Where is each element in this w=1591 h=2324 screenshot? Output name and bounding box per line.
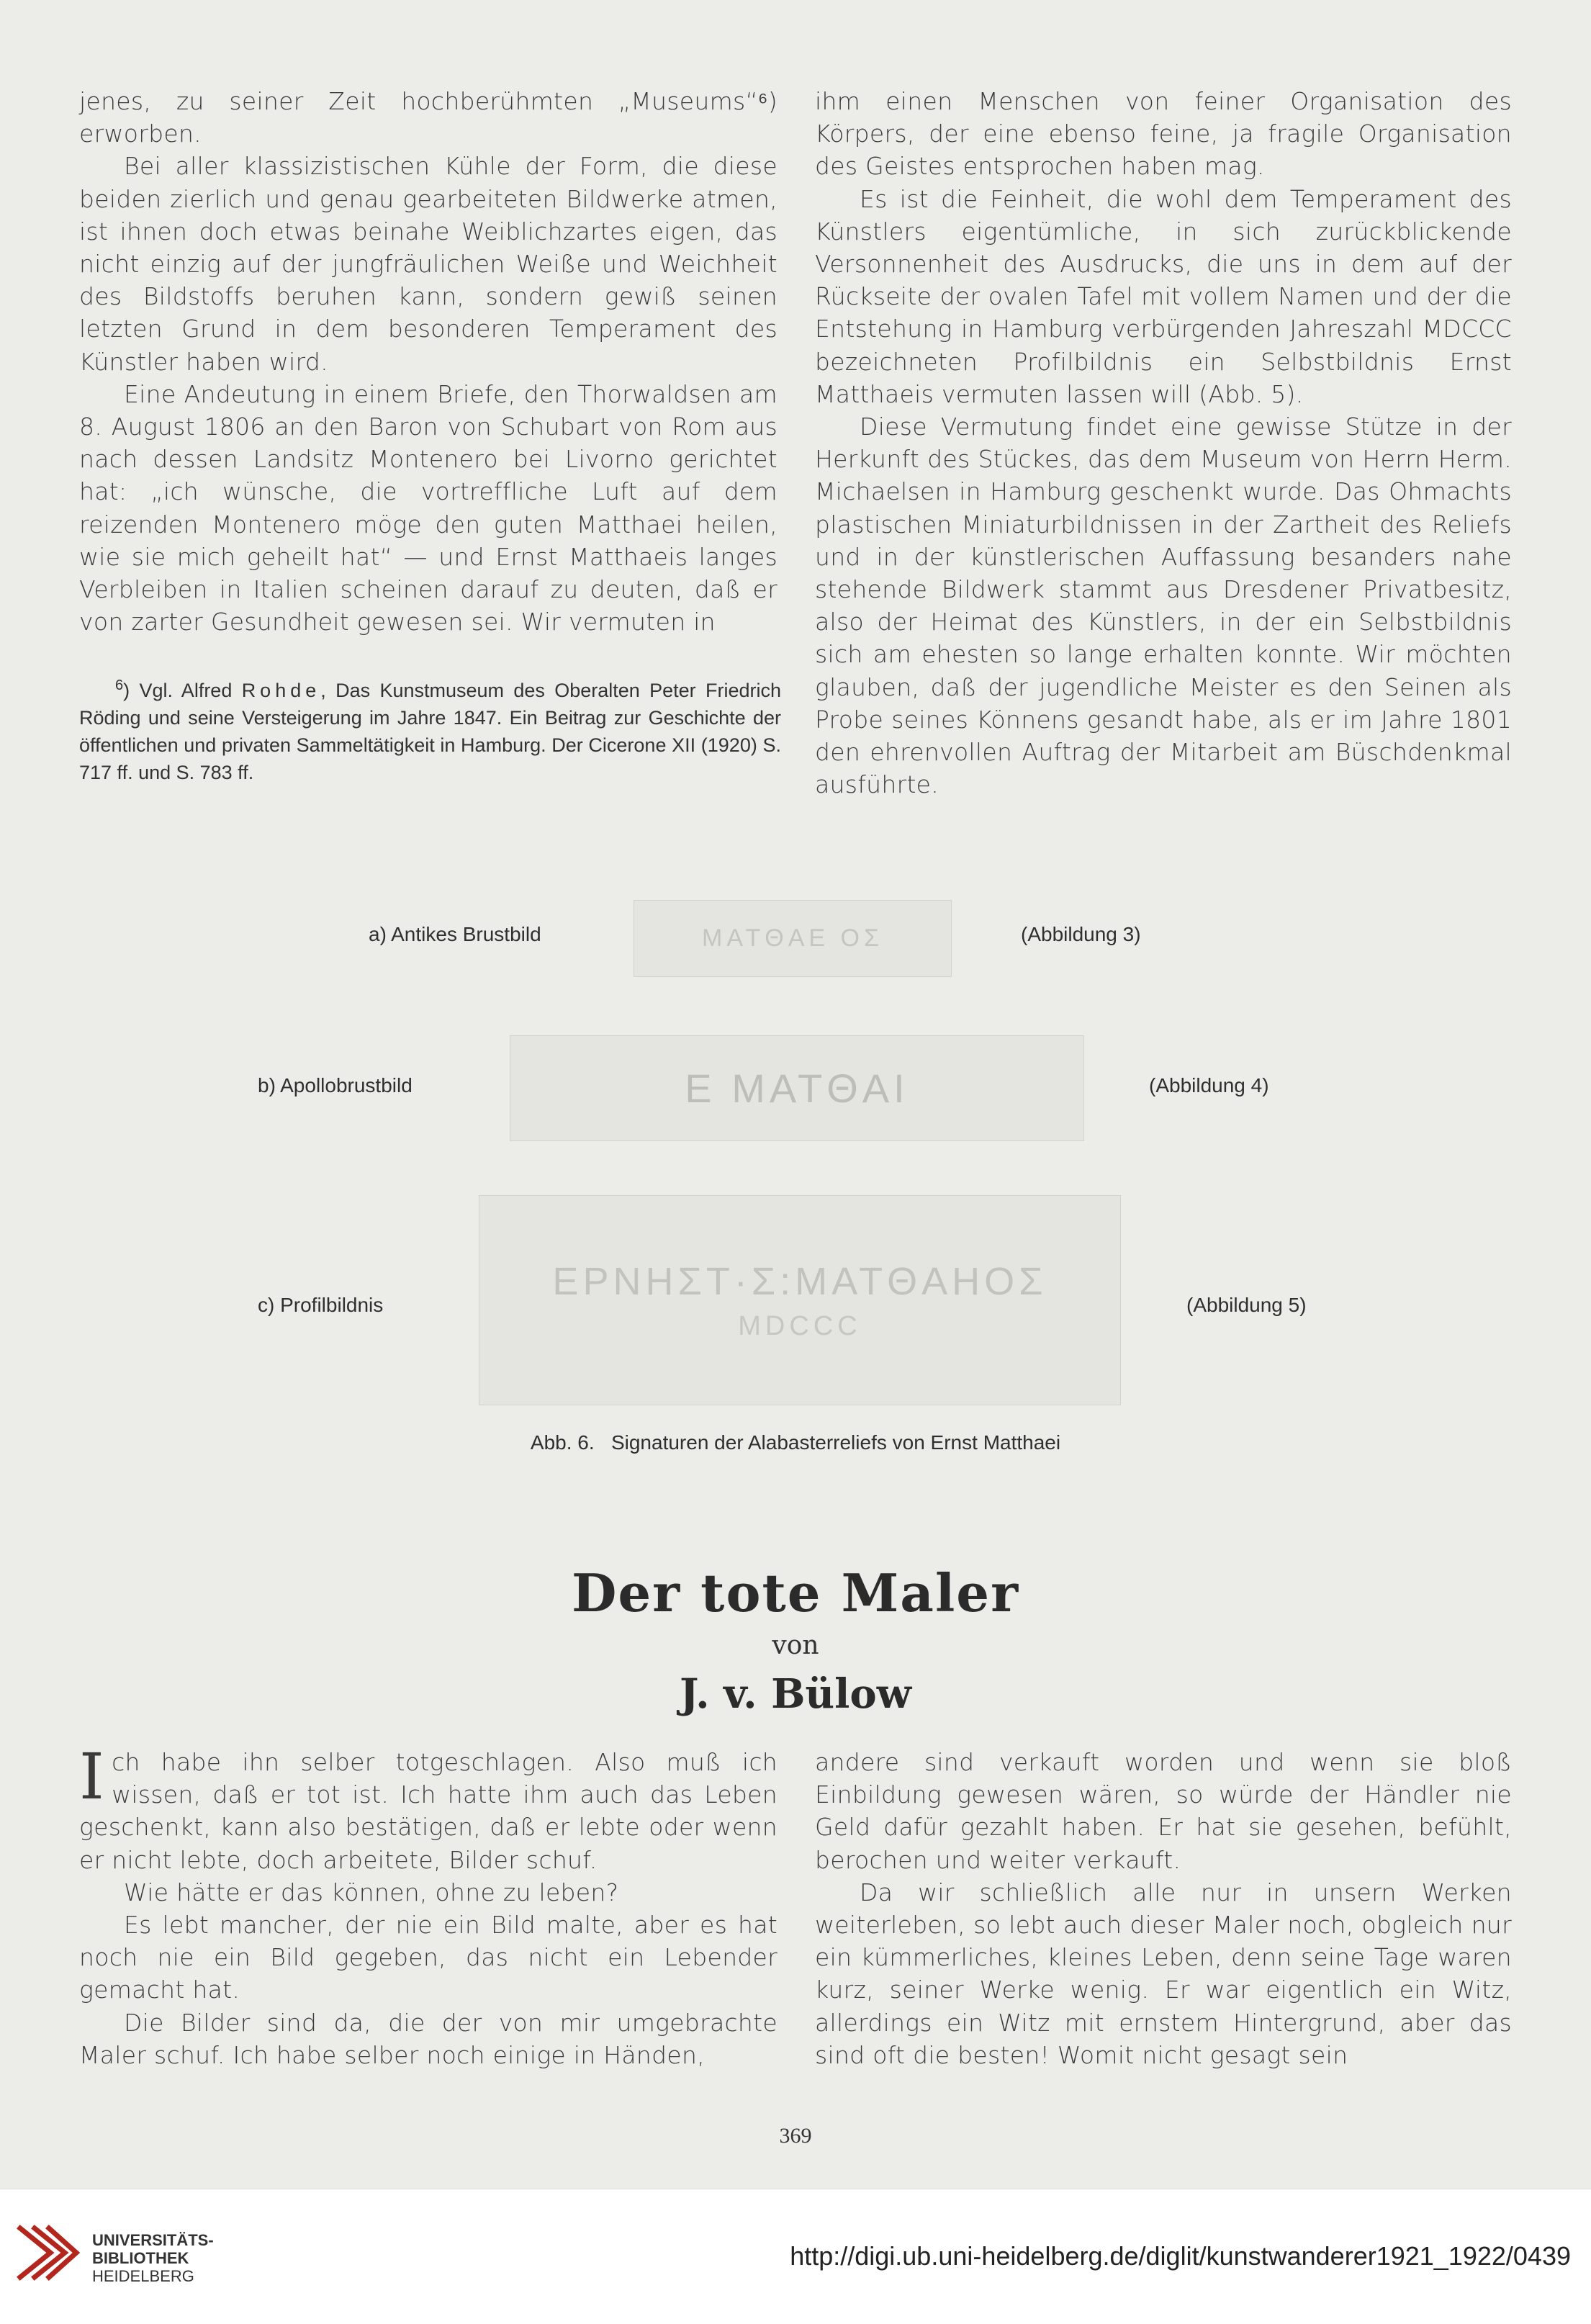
footer-bar	[0, 2189, 1591, 2324]
paragraph: Es ist die Feinheit, die wohl dem Temperament des Künstlers eigentümliche, in sich zurückblickende Versonnenheit des Ausdrucks, die uns in dem auf der Rückseite der ovalen Tafel mit vollem Namen und der die Entstehung in Hamburg verbürgenden Jahreszahl MDCCC bezeichneten Profilbildnis ein Selbstbildnis Ernst Matthaeis vermuten lassen will (Abb. 5).	[815, 184, 1512, 408]
signature-image-b	[510, 1035, 1084, 1141]
signature-ref-c: (Abbildung 5)	[1186, 1294, 1307, 1316]
signature-inscription-c: EPNHΣT·Σ:MATΘAHOΣ	[552, 1259, 1047, 1303]
byline: von	[772, 1631, 819, 1660]
signature-image-c	[479, 1195, 1121, 1405]
first-paragraph	[79, 1739, 778, 1876]
paragraph: ihm einen Menschen von feiner Organisation des Körpers, der eine ebenso feine, ja fragile Organisation des Geistes entsprochen haben mag.	[815, 87, 1512, 181]
footnote-pre: ) Vgl. Alfred	[123, 680, 242, 701]
library-name-line: HEIDELBERG	[92, 2267, 194, 2285]
signature-label-c: c) Profilbildnis	[258, 1294, 384, 1316]
right-column-top	[815, 85, 1512, 801]
signature-inscription-b: E MATΘAI	[685, 1066, 909, 1111]
paragraph: Wie hätte er das können, ohne zu leben?	[124, 1878, 619, 1906]
signature-image-a	[634, 900, 952, 977]
signature-label-a: a) Antikes Brustbild	[369, 923, 541, 945]
paragraph: Die Bilder sind da, die der von mir umgebrachte Maler schuf. Ich habe selber noch einige in Händen,	[79, 2008, 778, 2069]
paragraph: Diese Vermutung findet eine gewisse Stütze in der Herkunft des Stückes, das dem Museum von Herrn Herm. Michaelsen in Hamburg geschenkt wurde. Das Ohmachts plastischen Miniaturbildnissen in der Zartheit des Reliefs und in der künstlerischen Auffassung besanders nahe stehende Bildwerk stammt aus Dresdener Privatbesitz, also der Heimat des Künstlers, in der ein Selbstbildnis sich am ehesten so lange erhalten konnte. Wir möchten glauben, daß der jugendliche Meister es den Seinen als Probe seines Könnens gesandt habe, als er im Jahre 1801 den ehrenvollen Auftrag der Mitarbeit am Büschdenkmal ausführte.	[815, 413, 1512, 799]
signature-inscription-a: MATΘAE OΣ	[702, 924, 883, 952]
library-name	[92, 2231, 214, 2285]
drop-cap: I	[79, 1739, 105, 1814]
article-title: Der tote Maler	[571, 1562, 1020, 1623]
right-column-bottom	[815, 1746, 1512, 2071]
article-author: J. v. Bülow	[680, 1670, 911, 1718]
footnote-marker: 6	[115, 677, 124, 693]
footnote-text: , Das Kunstmuseum des Oberalten Peter Friedrich Röding und seine Versteigerung im Jahre 1847. Ein Beitrag zur Geschichte der öffentlichen und privaten Sammeltätigkeit in Hamburg. Der Cicerone XII (1920) S. 717 ff. und S. 783 ff.	[79, 680, 781, 783]
paragraph: Da wir schließlich alle nur in unsern Werken weiterleben, so lebt auch dieser Maler noch, obgleich nur ein kümmerliches, kleines Leben, denn seine Tage waren kurz, seiner Werke wenig. Er war eigentlich ein Witz, allerdings ein Witz mit ernstem Hintergrund, aber das sind oft die besten! Womit nicht gesagt sein	[815, 1878, 1512, 2069]
paragraph: Eine Andeutung in einem Briefe, den Thorwaldsen am 8. August 1806 an den Baron von Schubart von Rom aus nach dessen Landsitz Montenero bei Livorno gerichtet hat: „ich wünsche, die vortreffliche Luft auf dem reizenden Montenero möge den guten Matthaei heilen, wie sie mich geheilt hat“ — und Ernst Matthaeis langes Verbleiben in Italien scheinen darauf zu deuten, daß er von zarter Gesundheit gewesen sei. Wir vermuten in	[79, 379, 778, 636]
paragraph: andere sind verkauft worden und wenn sie bloß Einbildung gewesen wären, so würde der Händler nie Geld dafür gezahlt haben. Er hat sie gesehen, befühlt, berochen und weiter verkauft.	[815, 1748, 1512, 1874]
library-name-line: BIBLIOTHEK	[92, 2249, 189, 2267]
first-paragraph-text: ch habe ihn selber totgeschlagen. Also muß ich wissen, daß er tot ist. Ich hatte ihm auch das Leben geschenkt, kann also bestätigen, daß er lebte oder wenn er nicht lebte, doch arbeitete, Bilder schuf.	[79, 1748, 778, 1874]
signature-ref-a: (Abbildung 3)	[1021, 923, 1141, 945]
left-column-top	[79, 85, 778, 638]
paragraph: Bei aller klassizistischen Kühle der Form, die diese beiden zierlich und genau gearbeiteten Bildwerke atmen, ist ihnen doch etwas beinahe Weiblichzartes eigen, das nicht einzig auf der jungfräulichen Weiße und Weichheit des Bildstoffs beruhen kann, sondern gewiß seinen letzten Grund in dem besonderen Temperament des Künstler haben wird.	[79, 152, 778, 376]
left-column-bottom	[79, 1739, 778, 2071]
library-name-line: UNIVERSITÄTS-	[92, 2231, 214, 2249]
footnote-author: Rohde	[241, 680, 321, 701]
signature-ref-b: (Abbildung 4)	[1149, 1074, 1269, 1096]
signature-inscription-c-year: MDCCC	[738, 1310, 862, 1341]
source-url-link[interactable]: http://digi.ub.uni-heidelberg.de/diglit/kunstwanderer1921_1922/0439	[790, 2241, 1571, 2271]
page-number: 369	[779, 2124, 812, 2148]
figure-caption: Abb. 6. Signaturen der Alabasterreliefs von Ernst Matthaei	[530, 1431, 1061, 1454]
paragraph: Es lebt mancher, der nie ein Bild malte, aber es hat noch nie ein Bild gegeben, das nicht ein Lebender gemacht hat.	[79, 1911, 778, 2004]
signature-label-b: b) Apollobrustbild	[258, 1074, 413, 1096]
footnote	[79, 677, 781, 786]
paragraph: jenes, zu seiner Zeit hochberühmten „Museums“⁶) erworben.	[79, 87, 778, 148]
library-logo-icon	[13, 2218, 82, 2287]
